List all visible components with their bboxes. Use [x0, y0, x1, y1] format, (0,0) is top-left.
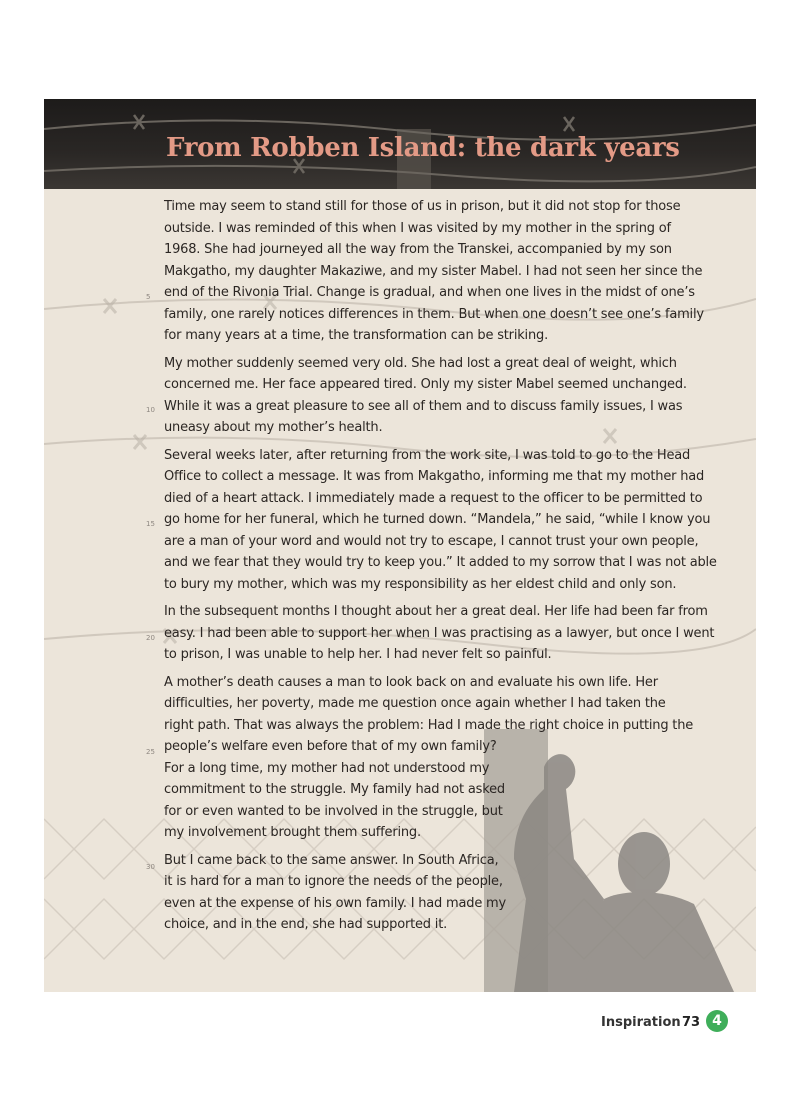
text-line: uneasy about my mother’s health.	[164, 420, 383, 435]
text-line: commitment to the struggle. My family had not asked	[164, 782, 505, 797]
text-line: concerned me. Her face appeared tired. Only my sister Mabel seemed unchanged.	[164, 377, 687, 392]
text-line: for or even wanted to be involved in the struggle, but	[164, 803, 503, 819]
text-line: to bury my mother, which was my responsibility as her eldest child and only son.	[164, 576, 677, 592]
paragraph-6	[164, 850, 684, 936]
text-line: and we fear that they would try to keep you.” It added to my sorrow that I was not able	[164, 555, 717, 570]
page-title: From Robben Island: the dark years	[166, 133, 680, 163]
text-line: it is hard for a man to ignore the needs of the people,	[164, 874, 503, 889]
text-line: Time may seem to stand still for those of us in prison, but it did not stop for those	[164, 199, 681, 214]
title-header	[44, 99, 756, 189]
paragraph-3	[164, 445, 717, 596]
text-line: my involvement brought them suffering.	[164, 825, 421, 840]
paragraph-5	[164, 672, 694, 844]
text-line: died of a heart attack. I immediately made a request to the officer to be permitted to	[164, 490, 703, 506]
line-number-5: 5	[146, 293, 151, 301]
text-line: My mother suddenly seemed very old. She had lost a great deal of weight, which	[164, 355, 677, 371]
text-line: difficulties, her poverty, made me question once again whether I had taken the	[164, 696, 666, 711]
text-line: go home for her funeral, which he turned down. “Mandela,” he said, “while I know you	[164, 512, 711, 527]
text-line: While it was a great pleasure to see all of them and to discuss family issues, I was	[164, 398, 683, 414]
line-number-30: 30	[146, 863, 155, 871]
paragraph-2	[164, 353, 687, 439]
article-body	[164, 196, 717, 942]
text-line: A mother’s death causes a man to look back on and evaluate his own life. Her	[164, 674, 658, 690]
line-number-15: 15	[146, 520, 155, 528]
text-line: easy. I had been able to support her when I was practising as a lawyer, but once I went	[164, 625, 715, 641]
text-line: are a man of your word and would not try to escape, I cannot trust your own people,	[164, 533, 699, 549]
page-number: 73	[682, 1015, 701, 1030]
section-label: Inspiration	[601, 1015, 681, 1030]
text-line: Several weeks later, after returning from the work site, I was told to go to the Head	[164, 447, 691, 463]
paragraph-4	[164, 601, 715, 666]
line-number-10: 10	[146, 406, 155, 414]
text-line: people’s welfare even before that of my own family?	[164, 739, 497, 754]
line-number-20: 20	[146, 634, 155, 642]
text-line: But I came back to the same answer. In South Africa,	[164, 852, 499, 868]
text-line: outside. I was reminded of this when I was visited by my mother in the spring of	[164, 220, 671, 236]
text-line: Office to collect a message. It was from Makgatho, informing me that my mother had	[164, 469, 705, 484]
paragraph-1	[164, 196, 704, 347]
text-line: 1968. She had journeyed all the way from the Transkei, accompanied by my son	[164, 242, 672, 257]
text-line: end of the Rivonia Trial. Change is gradual, and when one lives in the midst of one’s	[164, 285, 695, 300]
text-line: family, one rarely notices differences in them. But when one doesn’t see one’s family	[164, 306, 704, 322]
text-line: even at the expense of his own family. I had made my	[164, 895, 507, 911]
text-line: Makgatho, my daughter Makaziwe, and my sister Mabel. I had not seen her since the	[164, 263, 703, 279]
text-line: to prison, I was unable to help her. I had never felt so painful.	[164, 647, 552, 662]
text-line: right path. That was always the problem: Had I made the right choice in putting the	[164, 717, 694, 733]
chapter-badge: 4	[706, 1010, 728, 1032]
text-line: In the subsequent months I thought about her a great deal. Her life had been far from	[164, 604, 708, 619]
line-number-25: 25	[146, 748, 155, 756]
text-line: choice, and in the end, she had supported it.	[164, 917, 448, 932]
text-line: For a long time, my mother had not understood my	[164, 760, 490, 776]
text-line: for many years at a time, the transformation can be striking.	[164, 328, 548, 343]
